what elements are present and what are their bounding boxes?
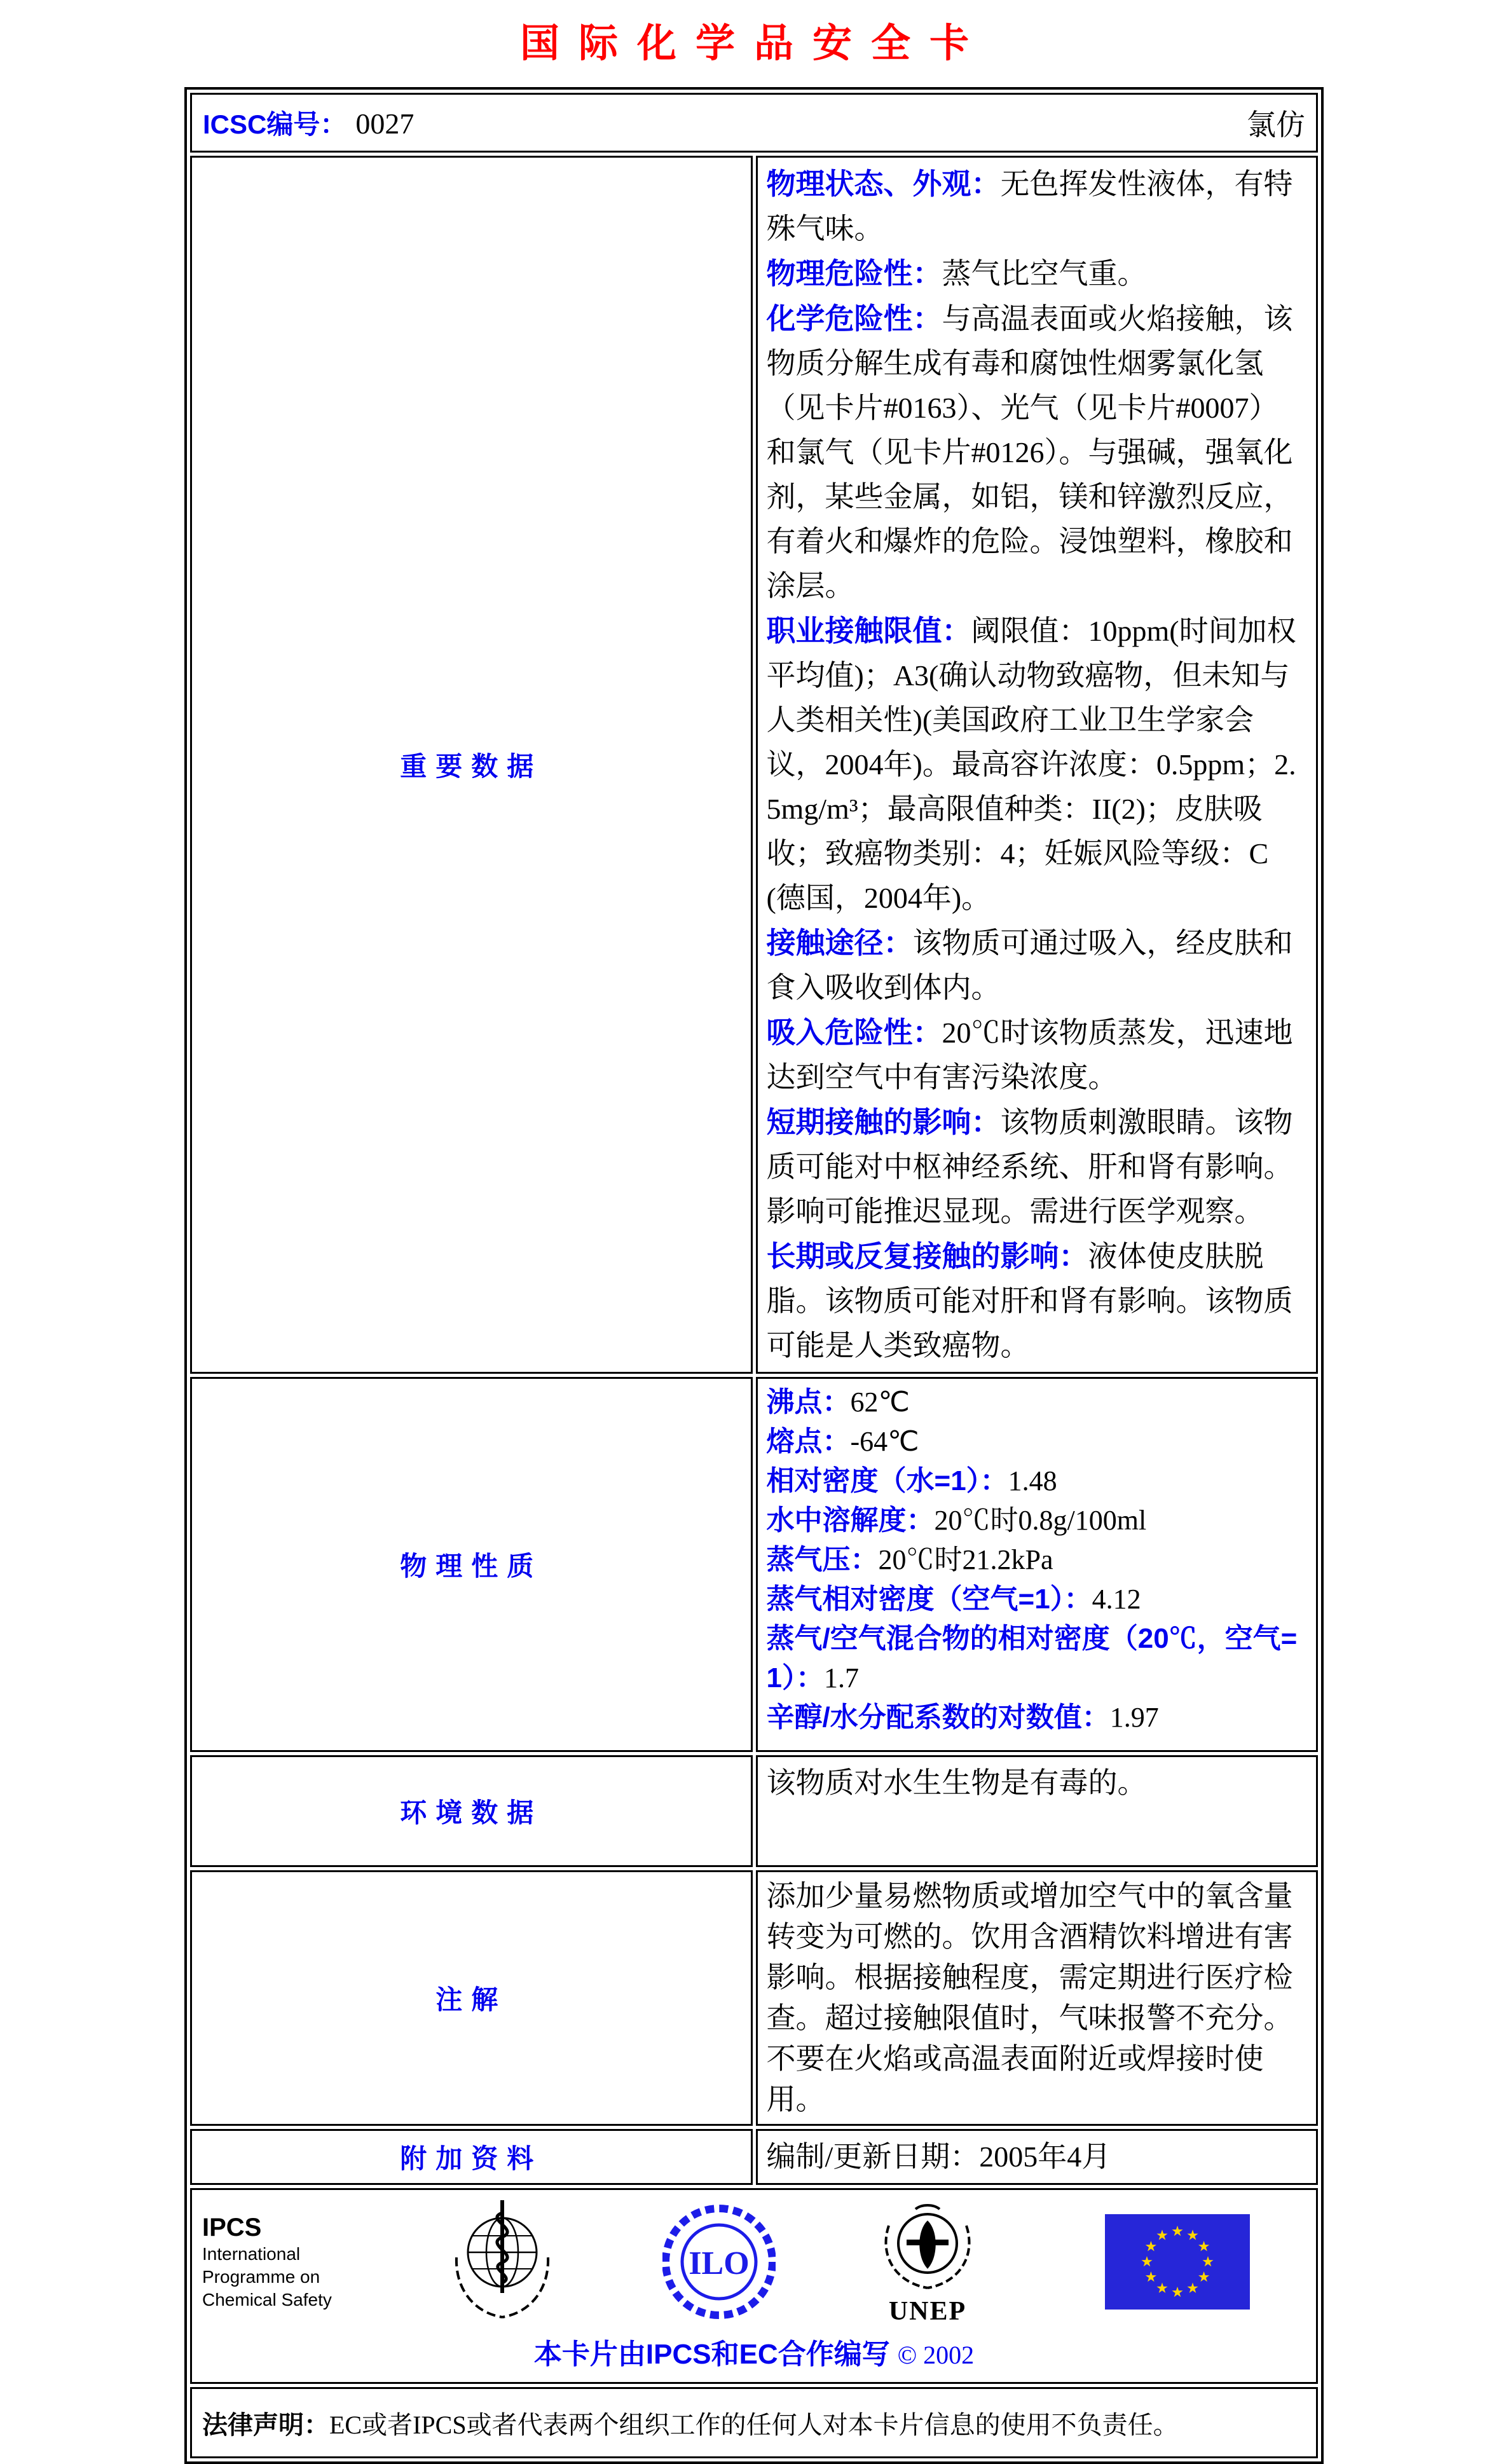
legal-notice-text: EC或者IPCS或者代表两个组织工作的任何人对本卡片信息的使用不负责任。 bbox=[329, 2410, 1179, 2439]
page-title: 国际化学品安全卡 bbox=[519, 22, 988, 65]
physical-property: 蒸气/空气混合物的相对密度（20℃，空气=1）：1.7 bbox=[766, 1623, 1298, 1694]
important-item: 长期或反复接触的影响：液体使皮肤脱脂。该物质可能对肝和肾有影响。该物质可能是人类致癌物。 bbox=[766, 1240, 1293, 1362]
section-label-additional-information: 附加资料 bbox=[190, 2129, 753, 2185]
logos-row bbox=[190, 2188, 1318, 2384]
icsc-table bbox=[184, 87, 1324, 2464]
unep-logo-block bbox=[871, 2200, 984, 2324]
icsc-number bbox=[203, 104, 414, 142]
important-item: 吸入危险性：20℃时该物质蒸发，迅速地达到空气中有害污染浓度。 bbox=[766, 1016, 1293, 1093]
header-row bbox=[190, 93, 1318, 153]
legal-notice-row bbox=[190, 2387, 1318, 2458]
section-content-additional-information: 编制/更新日期：2005年4月 bbox=[756, 2129, 1319, 2185]
section-label-environmental-data: 环境数据 bbox=[190, 1755, 753, 1867]
section-content-important-data bbox=[756, 156, 1319, 1374]
section-content-notes: 添加少量易燃物质或增加空气中的氧含量转变为可燃的。饮用含酒精饮料增进有害影响。根据接触程度，需定期进行医疗检查。超过接触限值时，气味报警不充分。不要在火焰或高温表面附近或焊接时使用。 bbox=[756, 1870, 1319, 2126]
physical-property: 熔点：-64℃ bbox=[766, 1426, 919, 1457]
physical-property: 蒸气压：20℃时21.2kPa bbox=[766, 1544, 1053, 1575]
important-item: 物理危险性：蒸气比空气重。 bbox=[766, 257, 1147, 290]
chemical-name: 氯仿 bbox=[1247, 109, 1305, 141]
important-item: 接触途径：该物质可通过吸入，经皮肤和食入吸收到体内。 bbox=[766, 926, 1293, 1004]
ilo-logo-icon bbox=[662, 2196, 776, 2327]
section-label-notes: 注解 bbox=[190, 1870, 753, 2126]
physical-property: 水中溶解度：20℃时0.8g/100ml bbox=[766, 1505, 1147, 1536]
ipcs-logo-block: IPCS International Programme on Chemical Safety bbox=[202, 2212, 367, 2311]
who-logo-icon bbox=[444, 2196, 561, 2327]
icsc-number-label: ICSC编号： bbox=[203, 109, 347, 139]
physical-property: 蒸气相对密度（空气=1）：4.12 bbox=[766, 1584, 1141, 1615]
important-item: 化学危险性：与高温表面或火焰接触，该物质分解生成有毒和腐蚀性烟雾氯化氢（见卡片#0163）、光气（见卡片#0007）和氯气（见卡片#0126）。与强碱，强氧化剂，某些金属，如铝，镁和锌激烈反应，有着火和爆炸的危险。浸蚀塑料，橡胶和涂层。 bbox=[766, 302, 1293, 602]
physical-property: 辛醇/水分配系数的对数值：1.97 bbox=[766, 1702, 1159, 1733]
cooperation-caption: 本卡片由IPCS和EC合作编写 © 2002 bbox=[533, 2339, 975, 2370]
important-item: 职业接触限值：阈限值：10ppm(时间加权平均值)；A3(确认动物致癌物，但未知与人类相关性)(美国政府工业卫生学家会议，2004年)。最高容许浓度：0.5ppm；2.5mg/m³；最高限值种类：II(2)；皮肤吸收；致癌物类别：4；妊娠风险等级：C(德国，2004年)。 bbox=[766, 614, 1296, 914]
section-content-physical-properties bbox=[756, 1377, 1319, 1752]
legal-notice-label: 法律声明： bbox=[202, 2411, 329, 2439]
section-label-physical-properties: 物理性质 bbox=[190, 1377, 753, 1752]
unep-logo-icon bbox=[871, 2200, 984, 2296]
section-label-important-data: 重要数据 bbox=[190, 156, 753, 1374]
ipcs-abbreviation: IPCS bbox=[202, 2214, 262, 2242]
physical-property: 沸点：62℃ bbox=[766, 1386, 910, 1418]
svg-text:ILO: ILO bbox=[689, 2245, 750, 2282]
eu-flag-icon bbox=[1105, 2214, 1250, 2310]
important-item: 物理状态、外观：无色挥发性液体，有特殊气味。 bbox=[766, 167, 1293, 245]
section-content-environmental-data: 该物质对水生生物是有毒的。 bbox=[756, 1755, 1319, 1867]
important-item: 短期接触的影响：该物质刺激眼睛。该物质可能对中枢神经系统、肝和肾有影响。影响可能推迟显现。需进行医学观察。 bbox=[766, 1105, 1293, 1228]
unep-logo-text: UNEP bbox=[888, 2296, 967, 2326]
icsc-number-value: 0027 bbox=[355, 107, 415, 140]
physical-property: 相对密度（水=1）：1.48 bbox=[766, 1465, 1057, 1496]
